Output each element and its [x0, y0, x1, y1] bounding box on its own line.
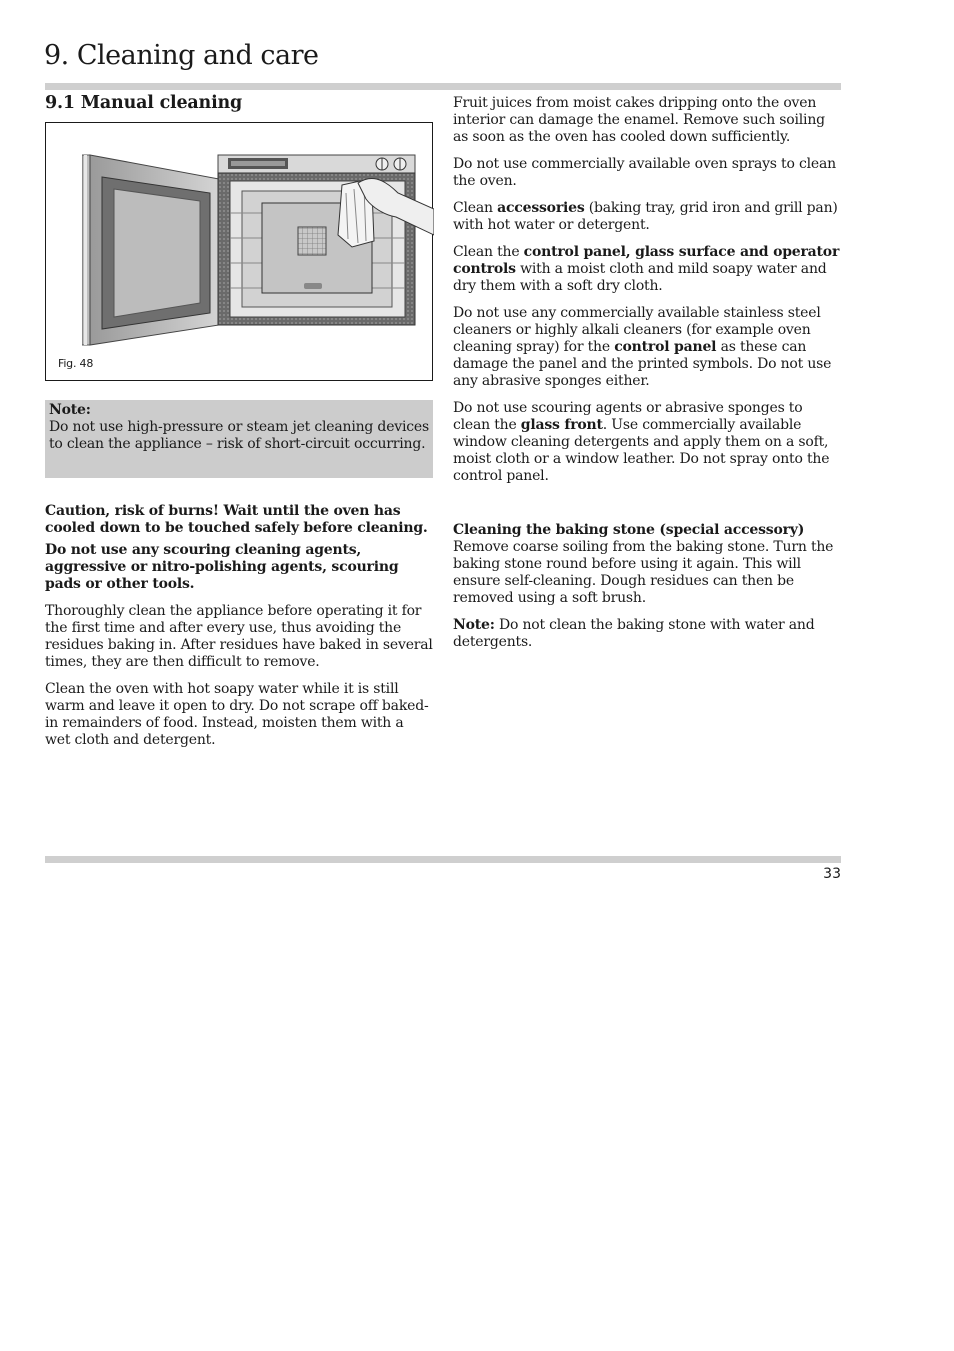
page-title: 9. Cleaning and care — [44, 40, 319, 71]
page-number: 33 — [823, 866, 841, 882]
paragraph-stainless-cleaners — [453, 305, 843, 390]
paragraph-clean-oven: Clean the oven with hot soapy water while it is still warm and leave it open to dry. Do not scrape off baked-in remainders of food. Instead, moisten them with a wet cloth and detergent. — [45, 681, 429, 748]
right-column — [453, 95, 843, 661]
paragraph-baking-stone-note — [453, 617, 843, 651]
paragraph-control-panel — [453, 244, 843, 295]
text: Do not clean the baking stone with water and detergents. — [453, 617, 815, 650]
footer-rule — [45, 856, 841, 863]
fan-grill — [298, 227, 326, 255]
paragraph-accessories — [453, 200, 843, 234]
spacer — [453, 495, 843, 522]
text: Remove coarse soiling from the baking stone. Turn the baking stone round before using it again. This will ensure self-cleaning. Dough residues can then be removed using a soft brush. — [453, 539, 834, 606]
note-text: Do not use high-pressure or steam jet cleaning devices to clean the appliance – risk of short-circuit occurring. — [49, 419, 429, 452]
text: Clean — [453, 200, 498, 216]
text: Do not use any commercially available stainless steel cleaners or highly alkali cleaners (for example oven cleaning spray) for the — [453, 305, 821, 355]
emphasis: glass front — [520, 417, 603, 433]
note-label: Note: — [49, 402, 91, 418]
paragraph-oven-sprays: Do not use commercially available oven sprays to clean the oven. — [453, 156, 836, 189]
figure-caption: Fig. 48 — [58, 357, 94, 370]
oven-cleaning-illustration — [82, 153, 434, 349]
subheading: Cleaning the baking stone (special accessory) — [453, 522, 805, 538]
paragraph-thorough-clean: Thoroughly clean the appliance before operating it for the first time and after every use, thus avoiding the residues baking in. After residues have baked in several times, they are then difficult to remove. — [45, 603, 433, 670]
paragraph-fruit-juices: Fruit juices from moist cakes dripping onto the oven interior can damage the enamel. Remove such soiling as soon as the oven has cooled down sufficiently. — [453, 95, 825, 145]
text: Clean the — [453, 244, 524, 260]
section-title: 9.1 Manual cleaning — [45, 93, 243, 113]
text: with a moist cloth and mild soapy water and dry them with a soft dry cloth. — [453, 261, 827, 294]
paragraph-baking-stone — [453, 522, 843, 607]
note-label: Note: — [453, 617, 495, 633]
caution-agents: Do not use any scouring cleaning agents, aggressive or nitro-polishing agents, scouring pads or other tools. — [45, 542, 399, 592]
emphasis: control panel, glass surface and operator controls — [453, 244, 840, 277]
caution-burns: Caution, risk of burns! Wait until the oven has cooled down to be touched safely before cleaning. — [45, 503, 428, 536]
text: as these can damage the panel and the printed symbols. Do not use any abrasive sponges either. — [453, 339, 832, 389]
note-box — [45, 400, 433, 478]
header-rule — [45, 83, 841, 90]
emphasis: accessories — [497, 200, 585, 216]
emphasis: control panel — [614, 339, 717, 355]
text: . Use commercially available window cleaning detergents and apply them on a soft, moist cloth or a window leather. Do not spray onto the control panel. — [453, 417, 830, 484]
figure-frame — [45, 122, 433, 381]
text: Do not use scouring agents or abrasive sponges to clean the — [453, 400, 803, 433]
left-column — [45, 92, 433, 759]
text: (baking tray, grid iron and grill pan) with hot water or detergent. — [453, 200, 838, 233]
paragraph-glass-front — [453, 400, 843, 485]
